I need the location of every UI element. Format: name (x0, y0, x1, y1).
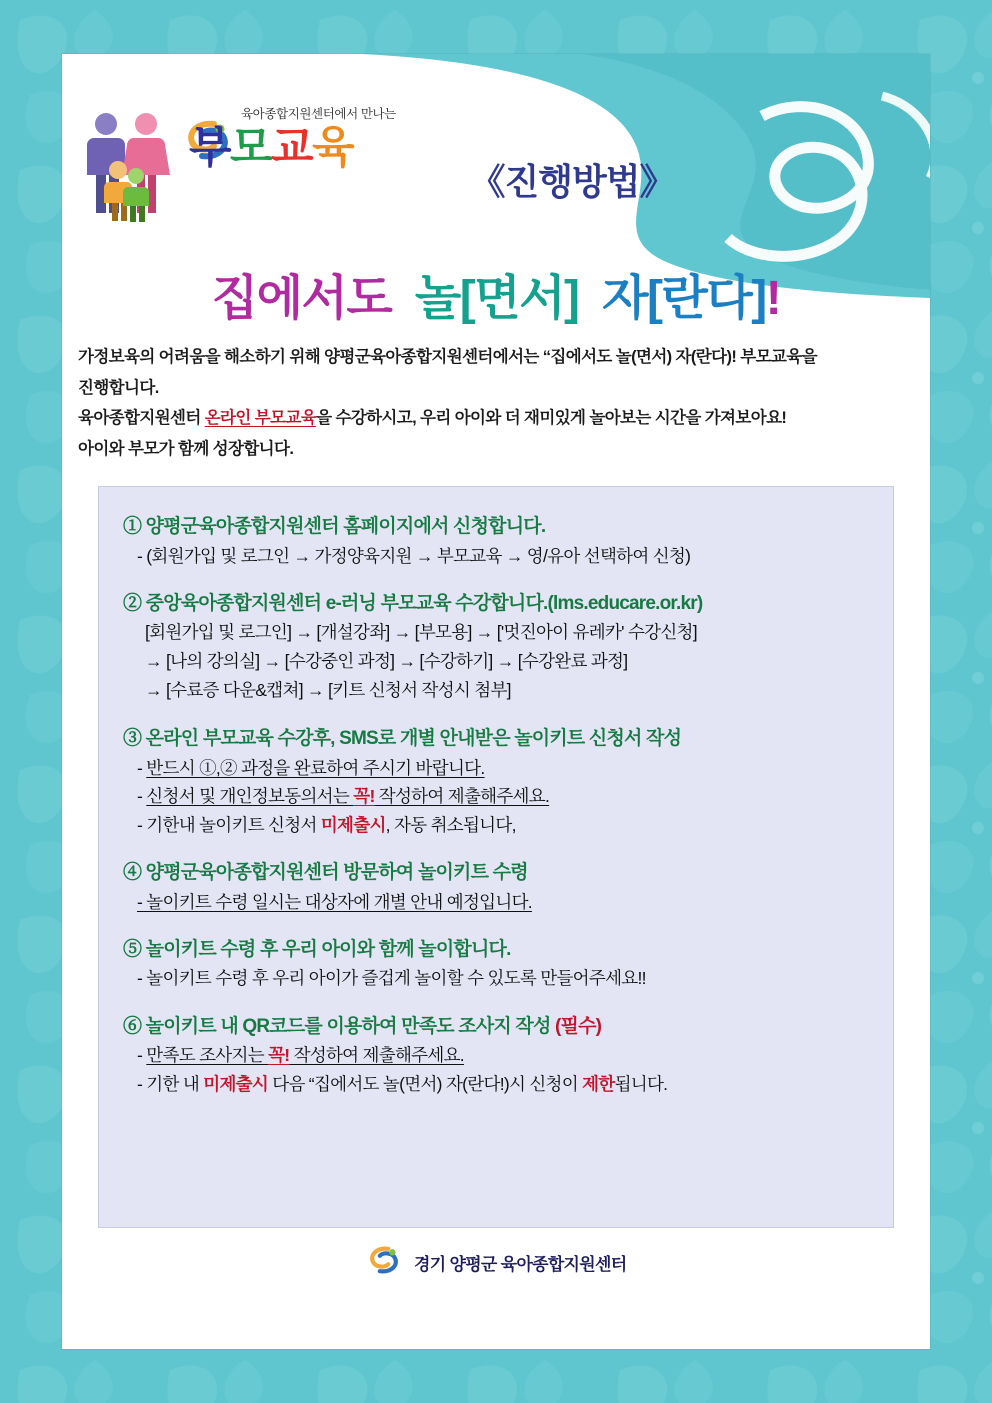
intro-paragraph (78, 342, 918, 464)
step-6-detail-2-post: 됩니다. (614, 1073, 668, 1094)
footer-logo-glyph-icon (366, 1246, 402, 1274)
step-6-detail-2-emphasis-1: 미제출시 (203, 1073, 269, 1094)
step-1-detail-1: - (회원가입 및 로그인 → 가정양육지원 → 부모교육 → 영/유아 선택하여 신청) (137, 545, 691, 566)
logo-area (84, 98, 414, 238)
step-3-detail-3-pre: 기한내 놀이키트 신청서 (146, 814, 321, 835)
intro-highlight-online-parent-education: 온라인 부모교육 (204, 409, 317, 428)
page-sheet (62, 54, 930, 1349)
step-2-heading: ② 중앙육아종합지원센터 e-러닝 부모교육 수강합니다.(lms.educare.or.kr) (123, 592, 703, 614)
step-3-detail-1-text: 반드시 ①,② 과정을 완료하여 주시기 바랍니다. (146, 757, 485, 778)
step-3-detail-3-emphasis: 미제출시 (320, 814, 386, 835)
step-6-heading-text: ⑥ 놀이키트 내 QR코드를 이용하여 만족도 조사지 작성 (123, 1015, 556, 1037)
logo-char-3: 교 (271, 123, 313, 172)
intro-line-1a: 가정보육의 어려움을 해소하기 위해 양평군육아종합지원센터에서는 (78, 348, 543, 366)
logo-main-text (189, 123, 419, 172)
footer-organization-name: 경기 양평군 육아종합지원센터 (414, 1255, 627, 1274)
intro-line-2: 진행합니다. (78, 378, 159, 397)
step-5-heading: ⑤ 놀이키트 수령 후 우리 아이와 함께 놀이합니다. (123, 938, 511, 960)
step-3-detail-1-dash: - (137, 757, 147, 778)
intro-line-3c: 을 수강하시고, 우리 아이와 더 재미있게 놀아보는 시간을 가져보아요! (316, 409, 787, 428)
step-2-path-line-2: → [나의 강의실] → [수강중인 과정] → [수강하기] → [수강완료 과정] (145, 651, 628, 672)
intro-line-4: 아이와 부모가 함께 성장합니다. (78, 439, 294, 458)
step-6-detail-2-pre: 기한 내 (146, 1073, 204, 1094)
step-1 (123, 513, 869, 570)
step-3-detail-3-dash: - (137, 814, 147, 835)
method-title: 《진행방법》 (469, 161, 675, 202)
step-4-detail-1 (137, 888, 869, 916)
step-5 (123, 936, 869, 993)
step-6-heading (123, 1013, 869, 1042)
page-title-part-3: 자[란다] (602, 272, 766, 325)
step-2 (123, 590, 869, 706)
step-6-detail-1-pre: 만족도 조사지는 (146, 1045, 269, 1066)
step-6-required-badge: (필수) (555, 1015, 602, 1037)
step-4 (123, 859, 869, 916)
step-6-detail-2-dash: - (137, 1073, 147, 1094)
step-6-detail-1-post: 작성하여 제출해주세요. (289, 1045, 464, 1066)
step-3-detail-3-post: , 자동 취소됩니다, (385, 814, 516, 835)
step-3-detail-2-dash: - (137, 786, 147, 807)
step-4-heading: ④ 양평군육아종합지원센터 방문하여 놀이키트 수령 (123, 862, 528, 884)
step-4-detail-1-text: - 놀이키트 수령 일시는 대상자에 개별 안내 예정입니다. (137, 891, 532, 912)
intro-line-1 (78, 342, 918, 373)
logo-char-2: 모 (230, 123, 272, 172)
step-3-detail-2-post: 작성하여 제출해주세요. (374, 786, 550, 807)
step-3-detail-2-emphasis: 꼭! (353, 786, 375, 807)
intro-line-3 (78, 403, 918, 434)
logo-char-1: 부 (189, 123, 231, 172)
step-6-detail-1 (137, 1041, 869, 1069)
step-3-detail-1 (137, 754, 869, 782)
intro-line-1b: “집에서도 놀(면서) 자(란다)! 부모교육을 (542, 348, 817, 366)
step-3-detail-2 (137, 782, 869, 810)
steps-container (98, 486, 894, 1228)
page-title-part-2: 놀[면서] (414, 272, 579, 325)
family-illustration-icon (84, 106, 194, 228)
logo-char-4: 육 (312, 123, 354, 172)
step-2-path-line-3: → [수료증 다운&캡쳐] → [키트 신청서 작성시 첨부] (145, 680, 511, 701)
step-6-detail-2-mid: 다음 “집에서도 놀(면서) 자(란다!)시 신청이 (268, 1073, 583, 1094)
page-title-part-4: ! (765, 272, 781, 325)
step-1-heading: ① 양평군육아종합지원센터 홈페이지에서 신청합니다. (123, 516, 546, 537)
step-2-path-line-1: [회원가입 및 로그인] → [개설강좌] → [부모용] → ['멋진아이 유레카' 수강신청] (145, 622, 697, 643)
step-6-detail-2 (137, 1070, 869, 1098)
step-6-detail-1-dash: - (137, 1045, 147, 1066)
step-6-detail-2-emphasis-2: 제한 (582, 1073, 615, 1094)
intro-line-3a: 육아종합지원센터 (78, 409, 205, 428)
step-5-detail-1: - 놀이키트 수령 후 우리 아이가 즐겁게 놀이할 수 있도록 만들어주세요!! (137, 968, 646, 989)
step-3-heading: ③ 온라인 부모교육 수강후, SMS로 개별 안내받은 놀이키트 신청서 작성 (123, 728, 682, 750)
footer (62, 1246, 930, 1279)
step-6 (123, 1013, 869, 1098)
footer-swirl-logo-icon (366, 1246, 402, 1279)
step-3-detail-3 (137, 811, 869, 839)
step-3-detail-2-pre: 신청서 및 개인정보동의서는 (146, 786, 354, 807)
step-6-detail-1-emphasis: 꼭! (268, 1045, 290, 1066)
step-3 (123, 725, 869, 839)
logo-tagline: 육아종합지원센터에서 만나는 (241, 107, 396, 121)
page-title (62, 259, 930, 328)
page-title-part-1: 집에서도 (211, 272, 392, 325)
